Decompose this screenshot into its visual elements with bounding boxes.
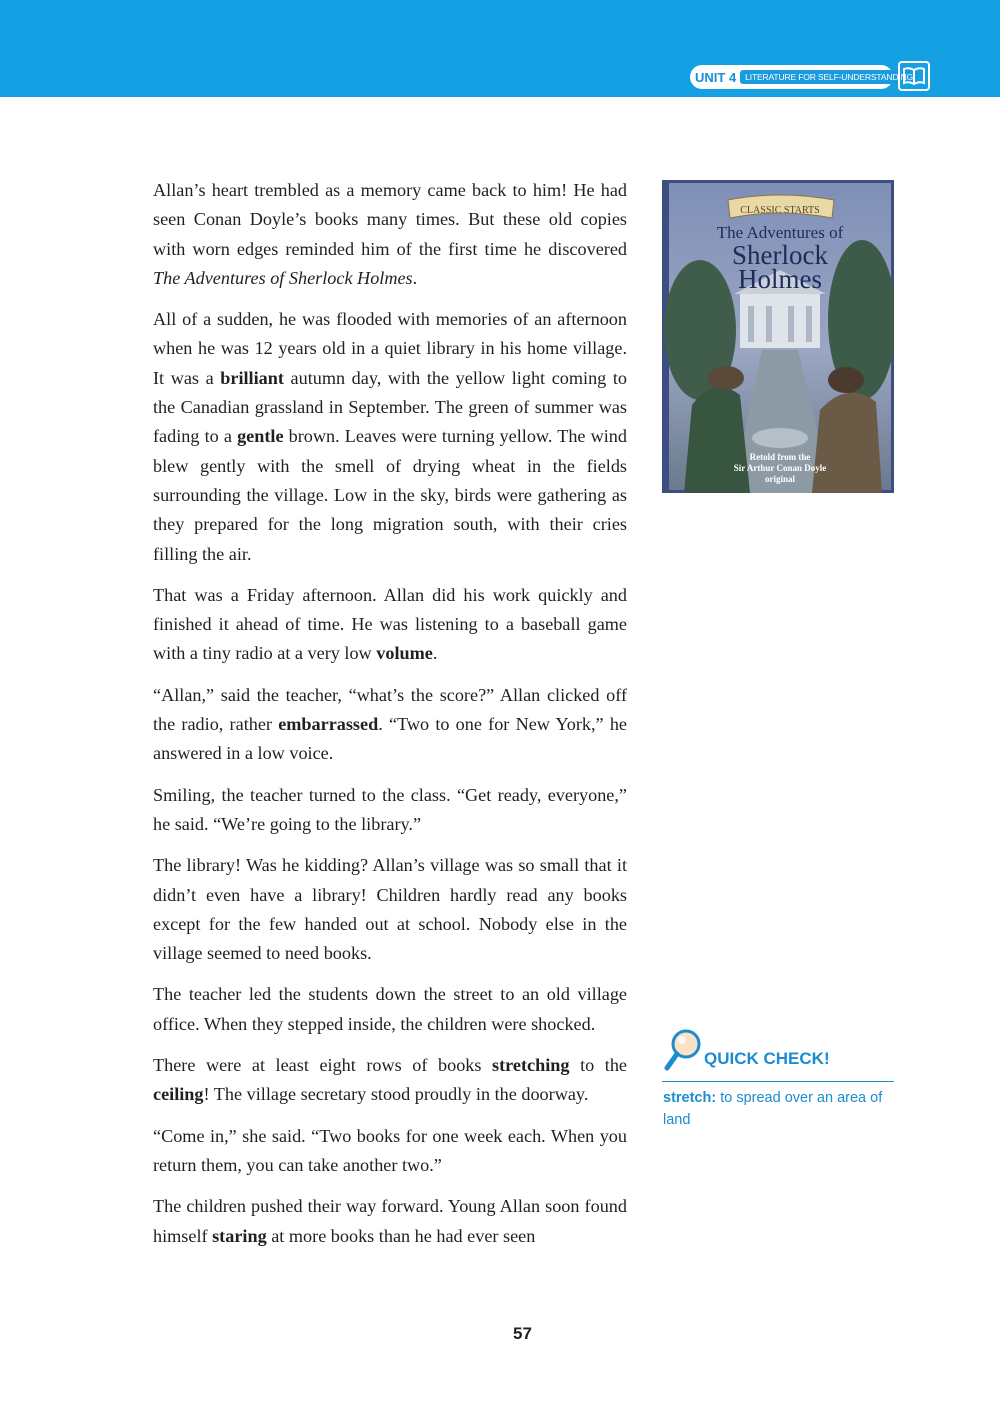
vocab-word: volume: [376, 643, 433, 664]
paragraph: [153, 781, 627, 840]
text-segment: All of a sudden, he was flooded with memories of an afternoon when he was 12 years old in a quiet library in his home village. It was a: [153, 309, 627, 388]
cover-credit-line2: Sir Arthur Conan Doyle: [733, 463, 827, 473]
paragraph: [153, 681, 627, 769]
quick-check-meaning: to spread over an area of land: [663, 1090, 883, 1128]
text-segment: brown. Leaves were turning yellow. The wind blew gently with the smell of drying wheat in the fields surrounding the village. Low in the sky, birds were gathering as they prepared for the long migration south, with their cries filling the air.: [153, 426, 627, 564]
unit-subtitle: LITERATURE FOR SELF-UNDERSTANDING: [740, 70, 918, 85]
text-segment: The teacher led the students down the street to an old village office. When they stepped inside, the children were shocked.: [153, 984, 627, 1034]
book-title-italic: The Adventures of Sherlock Holmes: [153, 267, 413, 288]
text-segment: “Allan,” said the teacher, “what’s the score?” Allan clicked off the radio, rather: [153, 684, 627, 735]
text-segment: Smiling, the teacher turned to the class. “Get ready, everyone,” he said. “We’re going to the library.”: [153, 784, 627, 834]
cover-credit-line3: original: [764, 474, 796, 484]
text-segment: autumn day, with the yellow light coming to the Canadian grassland in September. The green of summer was fading to a: [153, 367, 628, 447]
vocab-word: brilliant: [220, 367, 284, 388]
cover-title-line2: Sherlock: [732, 240, 828, 270]
text-segment: The children pushed their way forward. Young Allan soon found himself: [153, 1196, 627, 1246]
vocab-word: ceiling: [153, 1084, 204, 1105]
paragraph: [153, 305, 627, 569]
page-number: 57: [513, 1324, 532, 1343]
vocab-word: stretching: [492, 1055, 570, 1076]
text-segment: That was a Friday afternoon. Allan did his work quickly and finished it ahead of time. He was listening to a baseball game with a tiny radio at a very low: [153, 584, 627, 664]
unit-label: UNIT 4: [695, 69, 737, 85]
text-segment: The library! Was he kidding? Allan’s village was so small that it didn’t even have a library! Children hardly read any books except for the few handed out at school. Nobody else in the village seemed to need books.: [153, 855, 627, 964]
text-segment: at more books than he had ever seen: [266, 1225, 536, 1246]
vocab-word: staring: [212, 1225, 267, 1246]
cover-banner: CLASSIC STARTS: [740, 205, 820, 216]
story-text: [153, 176, 627, 1263]
cover-title-line1: The Adventures of: [716, 223, 844, 242]
text-segment: Allan’s heart trembled as a memory came back to him! He had seen Conan Doyle’s books many times. But these old copies with worn edges reminded him of the first time he discovered: [153, 180, 627, 259]
unit-badge: [690, 65, 914, 89]
paragraph: [153, 1051, 627, 1110]
paragraph: [153, 851, 627, 968]
quick-check-title: QUICK CHECK!: [704, 1049, 830, 1068]
text-segment: .: [432, 643, 438, 664]
vocab-word: gentle: [237, 426, 284, 447]
book-cover-image: [662, 180, 894, 493]
paragraph: [153, 980, 627, 1039]
paragraph: [153, 176, 627, 293]
text-segment: . “Two to one for New York,” he answered in a low voice.: [153, 714, 627, 764]
text-segment: to the: [569, 1055, 627, 1076]
text-segment: ! The village secretary stood proudly in the doorway.: [203, 1084, 589, 1105]
quick-check-definition: [663, 1087, 899, 1131]
open-book-icon: [898, 61, 930, 91]
cover-credit-line1: Retold from the: [749, 452, 811, 462]
vocab-word: embarrassed: [278, 714, 379, 735]
paragraph: [153, 1122, 627, 1181]
text-segment: “Come in,” she said. “Two books for one week each. When you return them, you can take another two.”: [153, 1125, 627, 1175]
quick-check-term: stretch:: [663, 1090, 717, 1106]
paragraph: [153, 581, 627, 669]
text-segment: .: [412, 267, 418, 288]
cover-title-line3: Holmes: [738, 264, 822, 294]
paragraph: [153, 1192, 627, 1251]
text-segment: There were at least eight rows of books: [153, 1055, 493, 1076]
quick-check-divider: [662, 1081, 894, 1082]
